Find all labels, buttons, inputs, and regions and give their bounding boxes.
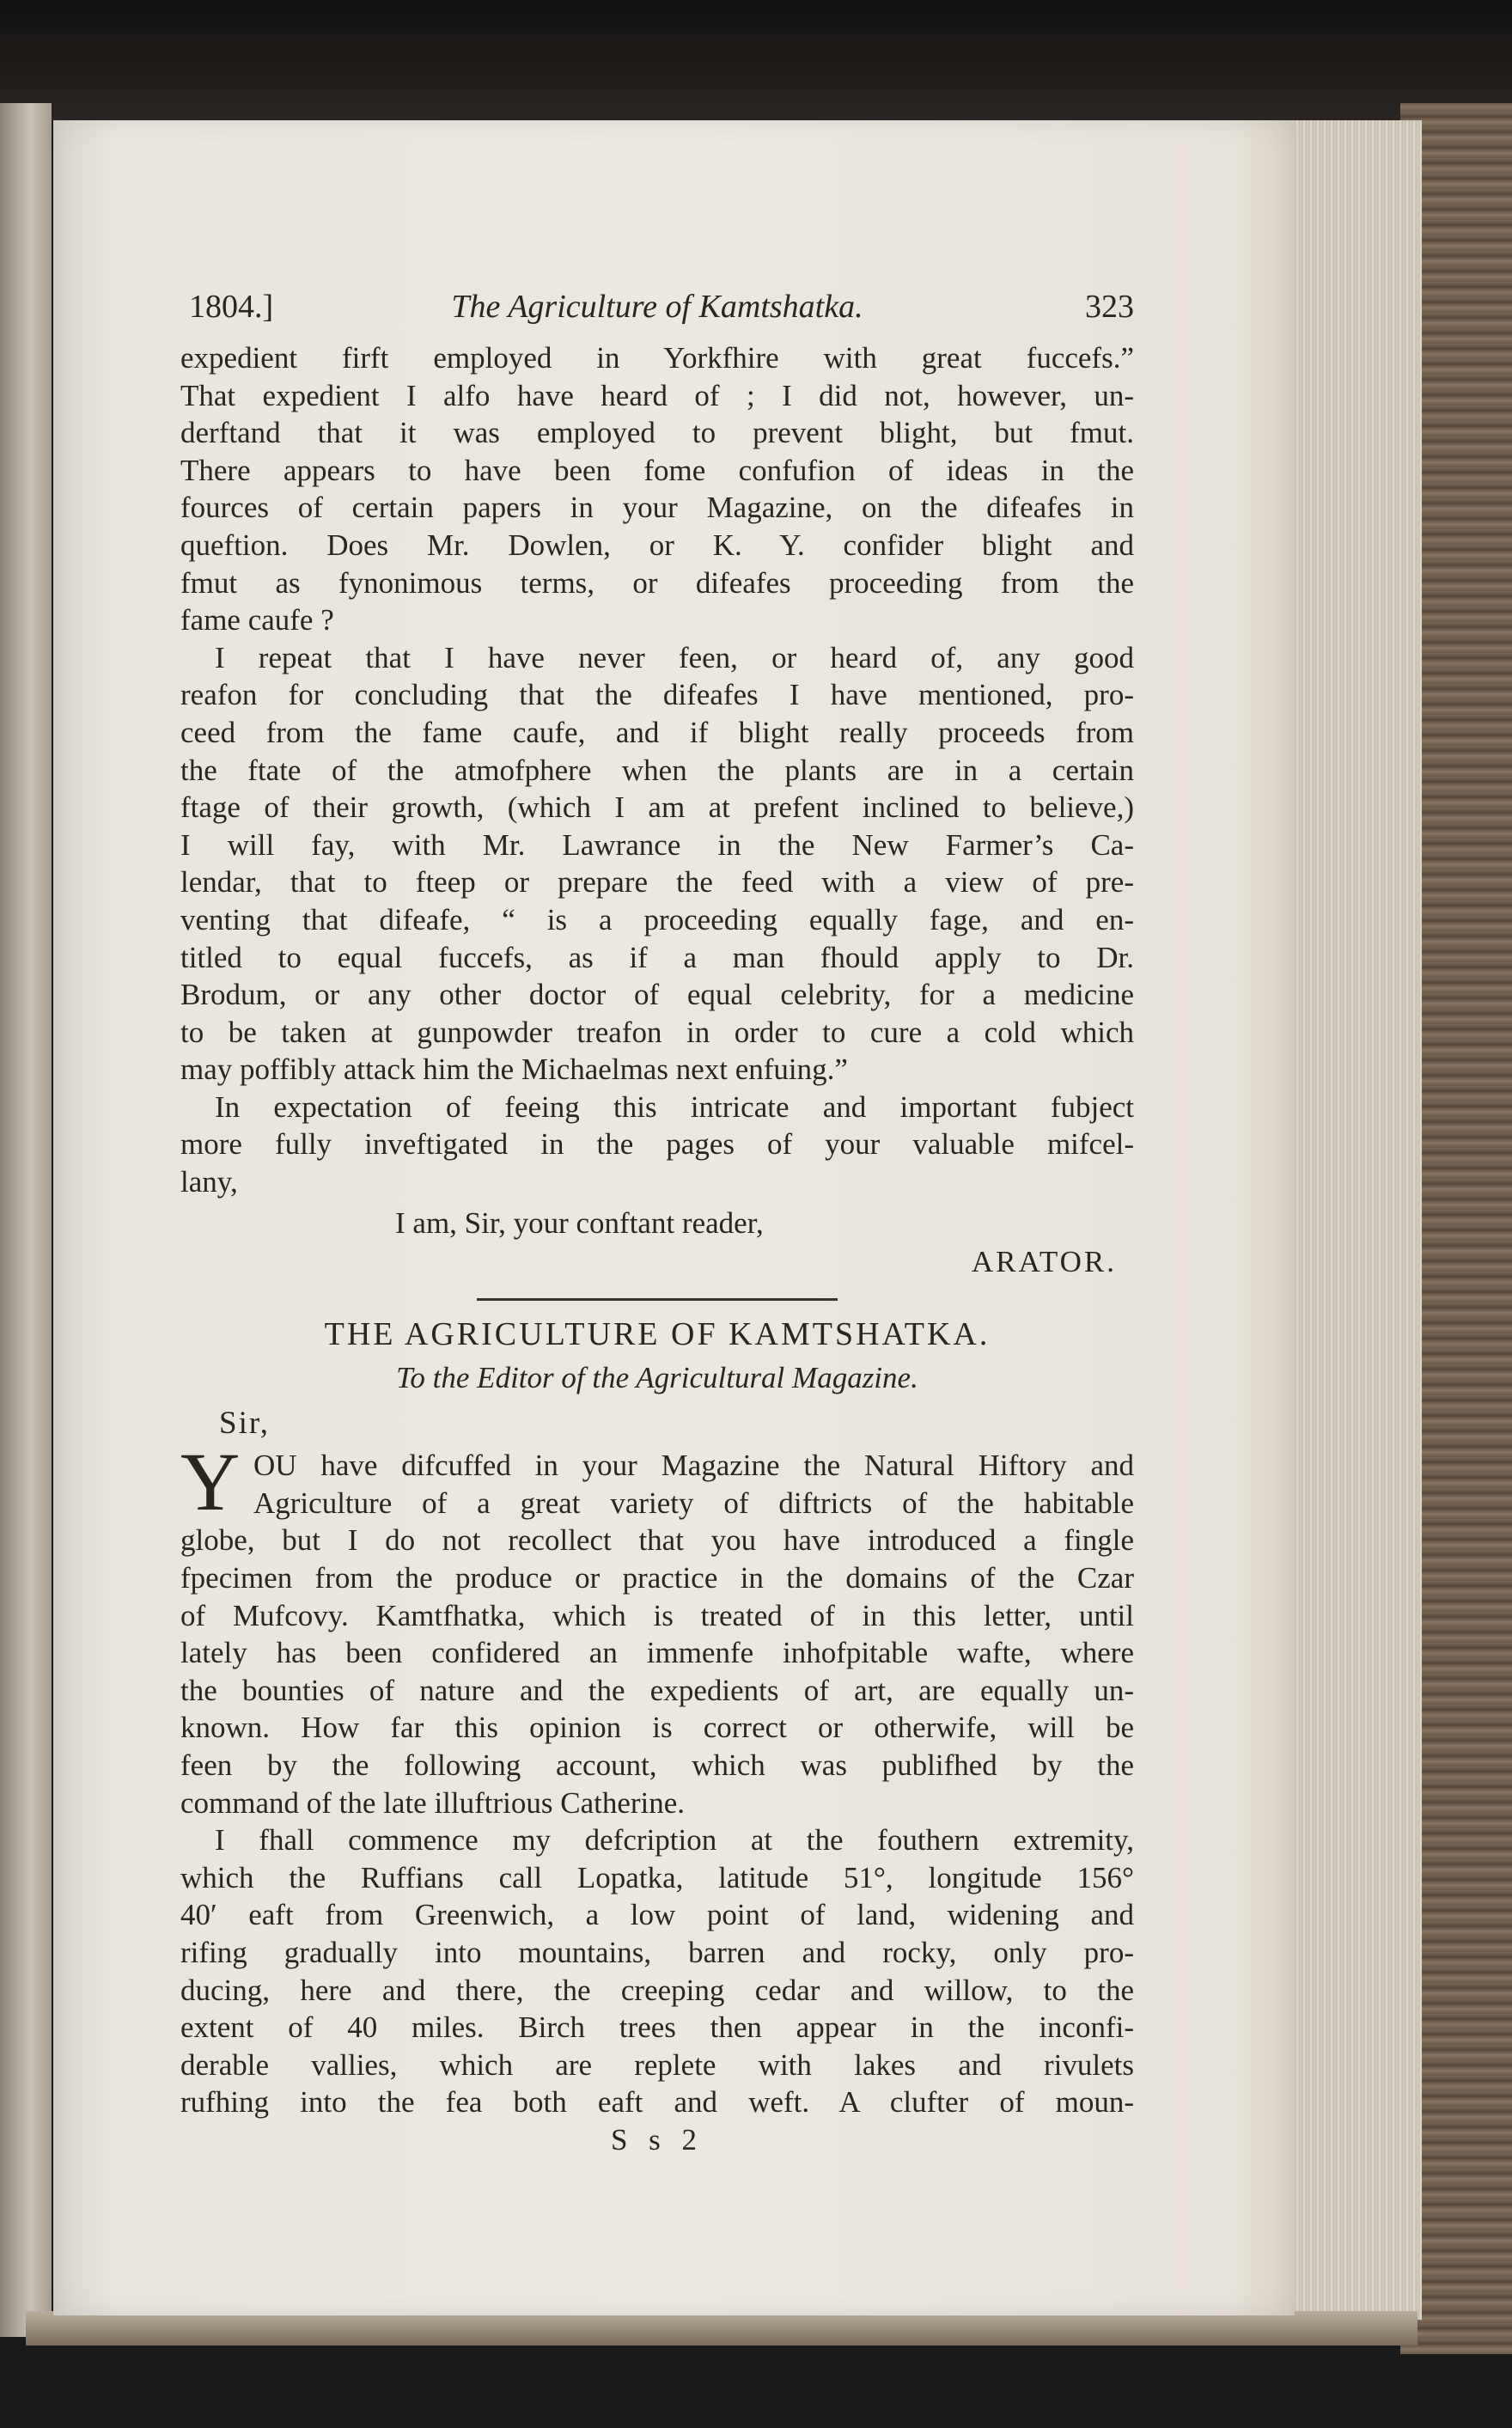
text-line: known. How far this opinion is correct or otherwife, will be bbox=[180, 1711, 1134, 1745]
text-line: fpecimen from the produce or practice in the domains of the Czar bbox=[180, 1561, 1134, 1595]
page-block-edges bbox=[1293, 120, 1422, 2320]
text-line: derable vallies, which are replete with lakes and rivulets bbox=[180, 2047, 1134, 2082]
article-title: THE AGRICULTURE OF KAMTSHATKA. bbox=[324, 1316, 991, 1353]
text-line: Agriculture of a great variety of diftricts of the habitable bbox=[253, 1485, 1134, 1520]
text-line: Brodum, or any other doctor of equal celebrity, for a medicine bbox=[180, 978, 1134, 1012]
facing-page-edge bbox=[0, 103, 52, 2337]
text-line: lendar, that to fteep or prepare the feed with a view of pre- bbox=[180, 865, 1134, 900]
letter-signoff: I am, Sir, your conftant reader, bbox=[395, 1205, 764, 1240]
text-line: of Mufcovy. Kamtfhatka, which is treated of in this letter, until bbox=[180, 1598, 1134, 1632]
text-line: fame caufe ? bbox=[180, 603, 334, 638]
page-number: 323 bbox=[1085, 289, 1134, 325]
section-divider bbox=[477, 1298, 838, 1301]
page-text bbox=[180, 288, 1134, 2159]
text-line: to be taken at gunpowder treafon in order to cure a cold which bbox=[180, 1015, 1134, 1049]
text-line: I repeat that I have never feen, or heard of, any good bbox=[215, 640, 1134, 674]
third-paragraph bbox=[180, 1089, 1134, 1201]
text-line: fources of certain papers in your Magazine, on the difeafes in bbox=[180, 491, 1134, 525]
text-line: 40′ eaft from Greenwich, a low point of land, widening and bbox=[180, 1898, 1134, 1932]
text-line: reafon for concluding that the difeafes I have mentioned, pro- bbox=[180, 678, 1134, 712]
text-line: ftage of their growth, (which I am at prefent inclined to believe,) bbox=[180, 790, 1134, 825]
text-line: lately has been confidered an immenfe inhofpitable wafte, where bbox=[180, 1636, 1134, 1670]
text-line: I fhall commence my defcription at the fouthern extremity, bbox=[215, 1823, 1134, 1858]
text-line: In expectation of feeing this intricate and important fubject bbox=[215, 1089, 1134, 1124]
continued-paragraph bbox=[180, 339, 1134, 639]
text-line: feen by the following account, which was publifhed by the bbox=[180, 1748, 1134, 1782]
text-line: queftion. Does Mr. Dowlen, or K. Y. confider blight and bbox=[180, 528, 1134, 562]
text-line: globe, but I do not recollect that you have introduced a fingle bbox=[180, 1523, 1134, 1558]
text-line: may poffibly attack him the Michaelmas next enfuing.” bbox=[180, 1052, 848, 1087]
book-cover-top bbox=[0, 0, 1512, 120]
text-line: ceed from the fame caufe, and if blight really proceeds from bbox=[180, 715, 1134, 749]
text-line: titled to equal fuccefs, as if a man fhould apply to Dr. bbox=[180, 940, 1134, 974]
article-first-paragraph-lines bbox=[180, 1447, 1134, 1821]
letter-signature: ARATOR. bbox=[971, 1245, 1117, 1279]
book-bottom-edge bbox=[26, 2311, 1418, 2346]
text-line: the bounties of nature and the expedients of art, are equally un- bbox=[180, 1673, 1134, 1707]
salutation: Sir, bbox=[219, 1406, 270, 1442]
text-line: That expedient I alfo have heard of ; I did not, however, un- bbox=[180, 378, 1134, 412]
drop-cap: Y bbox=[180, 1436, 241, 1528]
text-line: lany, bbox=[180, 1165, 238, 1199]
text-line: which the Ruffians call Lopatka, latitude 51°, longitude 156° bbox=[180, 1860, 1134, 1894]
text-line: more fully inveftigated in the pages of your valuable mifcel- bbox=[180, 1127, 1134, 1162]
text-line: venting that difeafe, “ is a proceeding equally fage, and en- bbox=[180, 902, 1134, 936]
signature-mark: S s 2 bbox=[610, 2122, 704, 2157]
text-line: the ftate of the atmofphere when the plants are in a certain bbox=[180, 753, 1134, 787]
text-line: command of the late illuftrious Catherine. bbox=[180, 1785, 686, 1820]
second-paragraph bbox=[180, 639, 1134, 1089]
text-line: I will fay, with Mr. Lawrance in the New Farmer’s Ca- bbox=[180, 827, 1134, 862]
text-line: There appears to have been fome confufion of ideas in the bbox=[180, 453, 1134, 487]
article-subtitle: To the Editor of the Agricultural Magazine. bbox=[396, 1361, 918, 1395]
text-line: ducing, here and there, the creeping cedar and willow, to the bbox=[180, 1973, 1134, 2007]
text-line: expedient firft employed in Yorkfhire with great fuccefs.” bbox=[180, 341, 1134, 375]
text-line: rufhing into the fea both eaft and weft. A clufter of moun- bbox=[180, 2085, 1134, 2120]
running-head-title: The Agriculture of Kamtshatka. bbox=[451, 289, 863, 325]
running-head-date: 1804.] bbox=[189, 289, 274, 325]
text-line: rifing gradually into mountains, barren and rocky, only pro- bbox=[180, 1935, 1134, 1969]
running-head bbox=[180, 288, 1134, 339]
text-line: derftand that it was employed to prevent blight, but fmut. bbox=[180, 416, 1134, 450]
text-line: fmut as fynonimous terms, or difeafes proceeding from the bbox=[180, 565, 1134, 600]
text-line: OU have difcuffed in your Magazine the Natural Hiftory and bbox=[253, 1449, 1134, 1483]
text-line: extent of 40 miles. Birch trees then appear in the inconfi- bbox=[180, 2010, 1134, 2045]
article-second-paragraph bbox=[180, 1821, 1134, 2121]
article-first-paragraph bbox=[180, 1436, 1134, 1821]
